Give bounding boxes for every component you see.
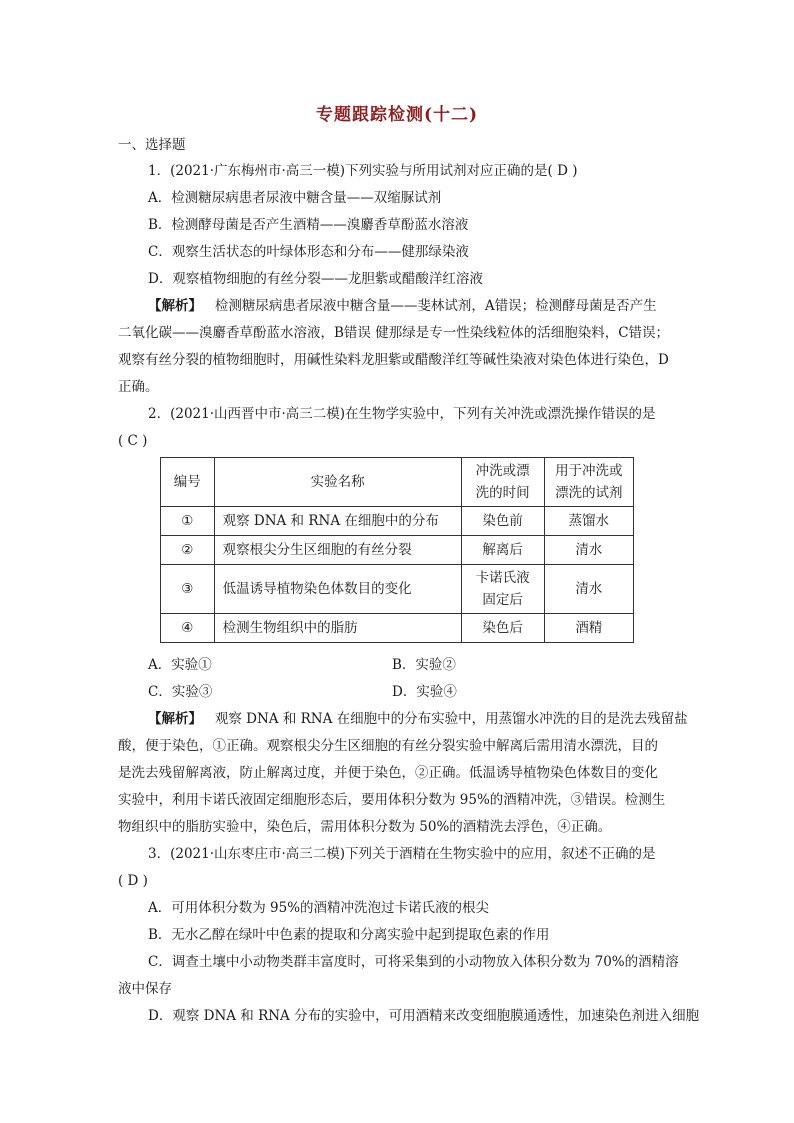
question-3-stem-line-1: 3．(2021·山东枣庄市·高三二模)下列关于酒精在生物实验中的应用，叙述不正确的是 <box>148 846 656 862</box>
table-header-cell: 实验名称 <box>214 458 461 507</box>
table-cell: 染色前 <box>461 507 544 536</box>
question-1-analysis-line-2: 二氧化碳——溴麝香草酚蓝水溶液，B错误 健那绿是专一性染线粒体的活细胞染料，C错误； <box>118 325 670 341</box>
question-3-stem-line-2: ( D ) <box>118 873 148 889</box>
table-row <box>161 507 634 536</box>
table-cell: 卡诺氏液 固定后 <box>461 565 544 614</box>
table-cell: 酒精 <box>544 614 633 643</box>
question-2-analysis-line-3: 是洗去残留解离液，防止解离过度，并便于染色，②正确。低温诱导植物染色体数目的变化 <box>118 765 658 781</box>
question-1-option-b: B．检测酵母菌是否产生酒精——溴麝香草酚蓝水溶液 <box>148 217 469 233</box>
question-2-option-c: C．实验③ <box>148 684 213 700</box>
table-cell: ② <box>161 536 215 565</box>
table-cell: 检测生物组织中的脂肪 <box>214 614 461 643</box>
table-header-cell: 用于冲洗或 漂洗的试剂 <box>544 458 633 507</box>
table-cell: 解离后 <box>461 536 544 565</box>
analysis-text: 检测糖尿病患者尿液中糖含量——斐林试剂，A错误；检测酵母菌是否产生 <box>214 298 657 314</box>
table-cell: ① <box>161 507 215 536</box>
table-cell: 低温诱导植物染色体数目的变化 <box>214 565 461 614</box>
section-heading: 一、选择题 <box>118 137 186 153</box>
analysis-tag: 【解析】 <box>148 298 202 314</box>
question-2-option-b: B．实验② <box>392 657 456 673</box>
experiment-table <box>160 457 634 643</box>
question-2-analysis-line-1 <box>148 710 688 728</box>
table-cell: 清水 <box>544 565 633 614</box>
question-2-analysis-line-2: 酸，便于染色，①正确。观察根尖分生区细胞的有丝分裂实验中解离后需用清水漂洗，目的 <box>118 738 658 754</box>
table-cell: 观察根尖分生区细胞的有丝分裂 <box>214 536 461 565</box>
table-cell: 染色后 <box>461 614 544 643</box>
question-3-option-d: D．观察 DNA 和 RNA 分布的实验中，可用酒精来改变细胞膜通透性，加速染色剂进入细胞 <box>148 1008 700 1024</box>
analysis-tag: 【解析】 <box>148 711 202 727</box>
table-header-row <box>161 458 634 507</box>
question-1-analysis-line-3: 观察有丝分裂的植物细胞时，用碱性染料龙胆紫或醋酸洋红等碱性染液对染色体进行染色，D <box>118 352 669 368</box>
question-2-option-a: A．实验① <box>148 657 212 673</box>
question-1-analysis-line-1 <box>148 297 657 315</box>
table-row <box>161 565 634 614</box>
question-1-option-c: C．观察生活状态的叶绿体形态和分布——健那绿染液 <box>148 244 469 260</box>
question-1-option-a: A．检测糖尿病患者尿液中糖含量——双缩脲试剂 <box>148 190 442 206</box>
question-3-option-b: B．无水乙醇在绿叶中色素的提取和分离实验中起到提取色素的作用 <box>148 927 550 943</box>
question-1-stem: 1．(2021·广东梅州市·高三一模)下列实验与所用试剂对应正确的是( D ) <box>148 163 578 179</box>
question-2-stem-line-2: ( C ) <box>118 433 148 449</box>
table-cell: ④ <box>161 614 215 643</box>
table-cell: ③ <box>161 565 215 614</box>
page-title: 专题跟踪检测(十二) <box>315 105 479 125</box>
table-row <box>161 536 634 565</box>
question-2-option-d: D．实验④ <box>392 684 457 700</box>
question-1-option-d: D．观察植物细胞的有丝分裂——龙胆紫或醋酸洋红溶液 <box>148 271 483 287</box>
table-cell: 观察 DNA 和 RNA 在细胞中的分布 <box>214 507 461 536</box>
analysis-text: 观察 DNA 和 RNA 在细胞中的分布实验中，用蒸馏水冲洗的目的是洗去残留盐 <box>214 711 688 727</box>
table-row <box>161 614 634 643</box>
table-header-cell: 冲洗或漂 洗的时间 <box>461 458 544 507</box>
table-cell: 清水 <box>544 536 633 565</box>
question-2-stem-line-1: 2．(2021·山西晋中市·高三二模)在生物学实验中，下列有关冲洗或漂洗操作错误的是 <box>148 406 656 422</box>
question-3-option-a: A．可用体积分数为 95%的酒精冲洗泡过卡诺氏液的根尖 <box>148 900 490 916</box>
question-3-option-c-continued: 液中保存 <box>118 981 172 997</box>
question-2-analysis-line-4: 实验中，利用卡诺氏液固定细胞形态后，要用体积分数为 95%的酒精冲洗，③错误。检测生 <box>118 792 666 808</box>
question-3-option-c: C．调查土壤中小动物类群丰富度时，可将采集到的小动物放入体积分数为 70%的酒精溶 <box>148 954 679 970</box>
table-cell: 蒸馏水 <box>544 507 633 536</box>
table-header-cell: 编号 <box>161 458 215 507</box>
question-2-analysis-line-5: 物组织中的脂肪实验中，染色后，需用体积分数为 50%的酒精洗去浮色，④正确。 <box>118 819 612 835</box>
question-1-analysis-line-4: 正确。 <box>118 379 159 395</box>
